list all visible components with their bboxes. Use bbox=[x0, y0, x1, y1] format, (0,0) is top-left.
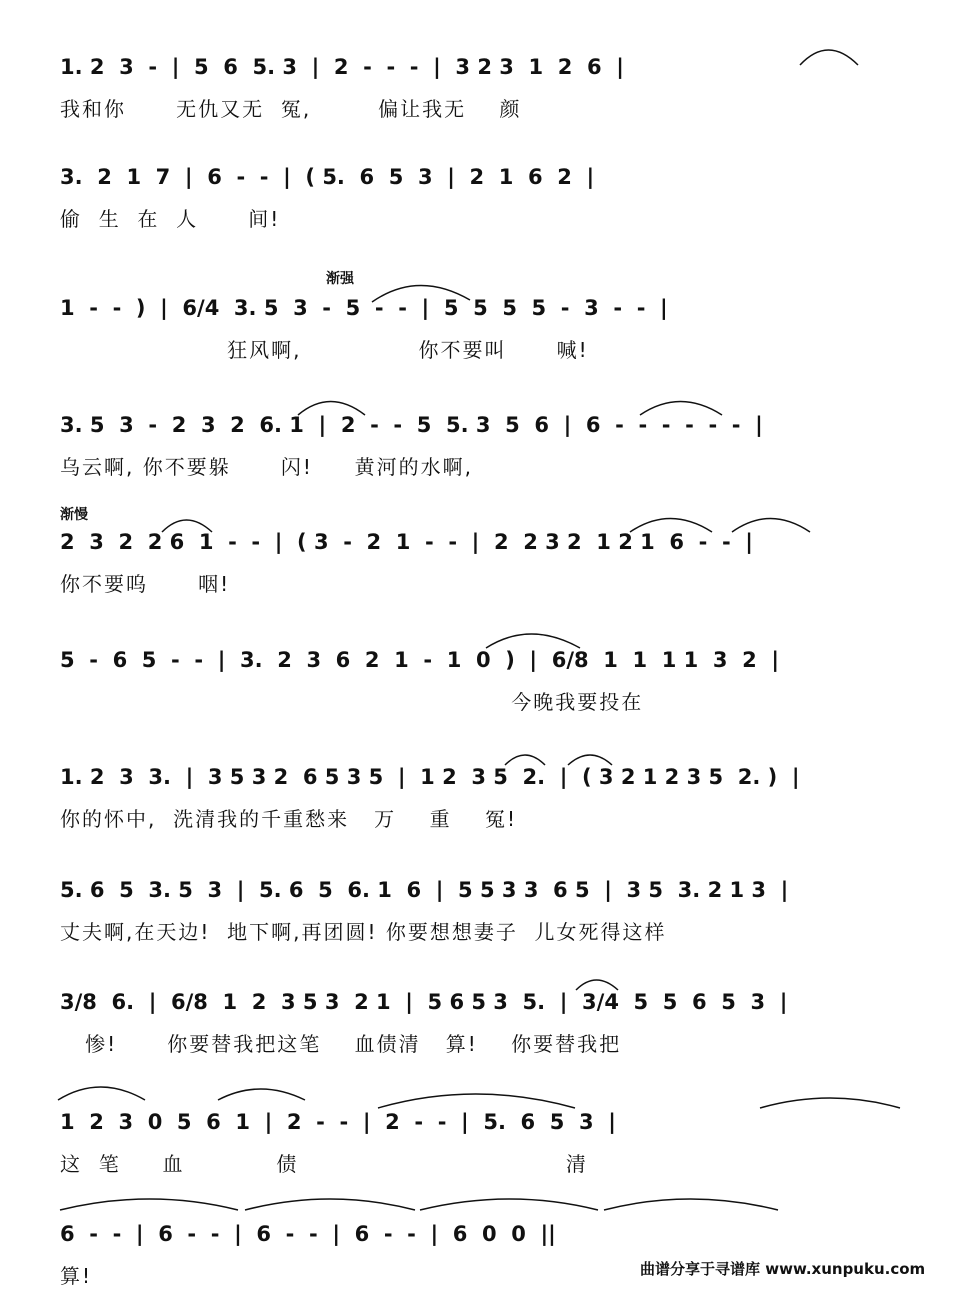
notation-line: 1. 2 3 - | 5 6 5. 3 | 2 - - - | 3 2 3 1 2 6 | bbox=[60, 55, 624, 79]
lyrics-line: 算! bbox=[60, 1264, 93, 1288]
notation-line: 1 2 3 0 5 6 1 | 2 - - | 2 - - | 5. 6 5 3 | bbox=[60, 1110, 616, 1134]
slur bbox=[420, 1199, 598, 1210]
slur bbox=[505, 755, 545, 765]
lyrics-line: 我和你 无仇又无 冤, 偏让我无 颜 bbox=[60, 97, 522, 121]
slur bbox=[60, 1199, 238, 1210]
source-credit: 曲谱分享于寻谱库 www.xunpuku.com bbox=[640, 1260, 926, 1278]
notation-line: 1. 2 3 3. | 3 5 3 2 6 5 3 5 | 1 2 3 5 2. | ( 3 2 1 2 3 5 2. ) | bbox=[60, 765, 800, 789]
notation-line: 3/8 6. | 6/8 1 2 3 5 3 2 1 | 5 6 5 3 5. | 3/4 5 5 6 5 3 | bbox=[60, 990, 788, 1014]
lyrics-line: 狂风啊, 你不要叫 喊! bbox=[60, 338, 589, 362]
lyrics-line: 今晚我要投在 bbox=[60, 690, 644, 714]
notation-line: 6 - - | 6 - - | 6 - - | 6 - - | 6 0 0 || bbox=[60, 1222, 556, 1246]
slur bbox=[486, 634, 580, 648]
lyrics-line: 你的怀中, 洗清我的千重愁来 万 重 冤! bbox=[60, 807, 518, 831]
lyrics-line: 你不要呜 咽! bbox=[60, 572, 231, 596]
slur bbox=[245, 1199, 415, 1210]
dynamic-marking-crescendo: 渐强 bbox=[326, 271, 354, 287]
lyrics-line: 丈夫啊,在天边! 地下啊,再团圆! 你要想想妻子 儿女死得这样 bbox=[60, 920, 667, 944]
notation-line: 1 - - ) | 6/4 3. 5 3 - 5 - - | 5 5 5 5 - 3 - - | bbox=[60, 296, 668, 320]
tempo-marking-ritardando: 渐慢 bbox=[60, 507, 88, 523]
notation-line: 3. 2 1 7 | 6 - - | ( 5. 6 5 3 | 2 1 6 2 | bbox=[60, 165, 595, 189]
notation-line: 5 - 6 5 - - | 3. 2 3 6 2 1 - 1 0 ) | 6/8 1 1 1 1 3 2 | bbox=[60, 648, 779, 672]
lyrics-line: 这 笔 血 债 清 bbox=[60, 1152, 588, 1176]
slur bbox=[218, 1089, 305, 1100]
lyrics-line: 乌云啊, 你不要躲 闪! 黄河的水啊, bbox=[60, 455, 474, 479]
slur bbox=[576, 980, 618, 990]
lyrics-line: 惨! 你要替我把这笔 血债清 算! 你要替我把 bbox=[60, 1032, 622, 1056]
notation-line: 5. 6 5 3. 5 3 | 5. 6 5 6. 1 6 | 5 5 3 3 6 5 | 3 5 3. 2 1 3 | bbox=[60, 878, 789, 902]
slur bbox=[378, 1094, 575, 1108]
notation-line: 2 3 2 2 6 1 - - | ( 3 - 2 1 - - | 2 2 3 2 1 2 1 6 - - | bbox=[60, 530, 753, 554]
slur bbox=[58, 1087, 145, 1100]
lyrics-line: 偷 生 在 人 间! bbox=[60, 207, 281, 231]
slur bbox=[760, 1098, 900, 1108]
notation-line: 3. 5 3 - 2 3 2 6. 1 | 2 - - 5 5. 3 5 6 | 6 - - - - - - | bbox=[60, 413, 763, 437]
slur bbox=[604, 1199, 778, 1210]
slur bbox=[568, 755, 612, 765]
